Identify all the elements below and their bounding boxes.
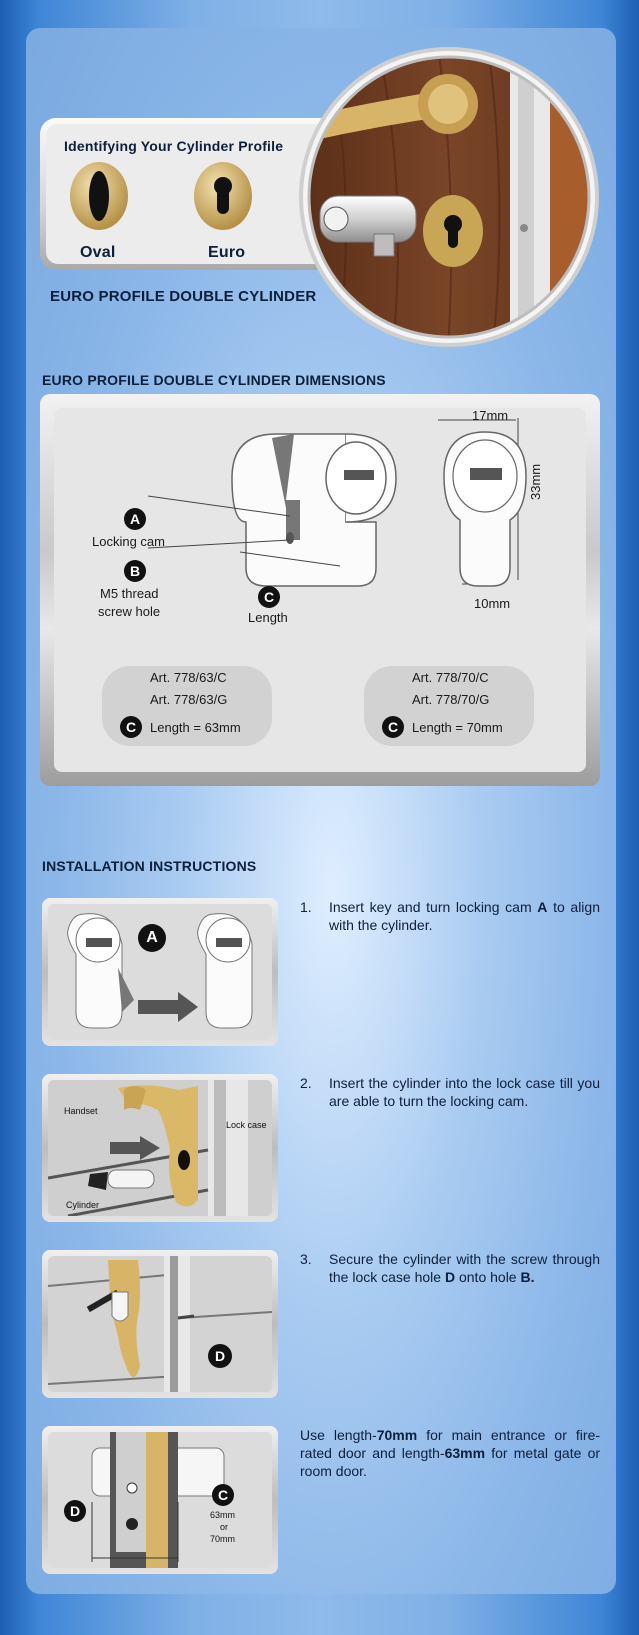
variant-70-c-icon: C	[382, 716, 404, 738]
profile-card-title: Identifying Your Cylinder Profile	[64, 138, 284, 154]
len-70-label: 70mm	[210, 1534, 236, 1544]
len-or-label: or	[220, 1522, 229, 1532]
dimensions-heading: EURO PROFILE DOUBLE CYLINDER DIMENSIONS	[42, 372, 386, 388]
len-63-label: 63mm	[210, 1510, 236, 1520]
marker-c-icon: C	[258, 586, 280, 608]
handset-label: Handset	[64, 1106, 98, 1116]
euro-escutcheon-icon	[192, 160, 254, 232]
locking-cam-label: Locking cam	[92, 534, 165, 549]
bottom-10mm-label: 10mm	[474, 596, 511, 611]
step1-number: 1.	[300, 899, 312, 915]
length-label: Length	[248, 610, 288, 625]
length-63-label: Length = 63mm	[150, 720, 241, 735]
profile-caption: EURO PROFILE DOUBLE CYLINDER	[50, 288, 317, 305]
oval-escutcheon-icon	[68, 160, 130, 232]
step1-text: 1. Insert key and turn locking cam A to align with the cylinder.	[300, 899, 600, 933]
art-63-c: Art. 778/63/C	[150, 670, 227, 685]
step3-marker-d-icon: D	[208, 1344, 232, 1368]
step3-number: 3.	[300, 1251, 312, 1267]
step3-image	[42, 1250, 278, 1398]
marker-a-icon: A	[124, 508, 146, 530]
art-63-g: Art. 778/63/G	[150, 692, 228, 707]
step2-text: 2. Insert the cylinder into the lock case till you are able to turn the locking cam.	[300, 1075, 600, 1109]
step3-text: 3. Secure the cylinder with the screw through the lock case hole D onto hole B.	[300, 1251, 600, 1285]
height-33mm-label: 33mm	[528, 463, 543, 500]
cylinder-front-diagram	[440, 428, 530, 588]
screw-hole-label: screw hole	[98, 604, 161, 619]
step4-marker-c-icon: C	[212, 1484, 234, 1506]
art-70-c: Art. 778/70/C	[412, 670, 489, 685]
step1-image	[42, 898, 278, 1046]
door-closeup-image	[298, 46, 600, 348]
art-70-g: Art. 778/70/G	[412, 692, 490, 707]
step2-number: 2.	[300, 1075, 312, 1091]
installation-heading: INSTALLATION INSTRUCTIONS	[42, 858, 257, 874]
variant-63-c-icon: C	[120, 716, 142, 738]
note-text: Use length-70mm for main entrance or fire-rated door and length-63mm for metal gate or room door.	[300, 1427, 601, 1479]
oval-label: Oval	[80, 244, 116, 261]
lockcase-label: Lock case	[226, 1120, 267, 1130]
marker-b-icon: B	[124, 560, 146, 582]
width-17mm-label: 17mm	[472, 408, 509, 423]
cylinder-label: Cylinder	[66, 1200, 100, 1210]
step4-marker-d-icon: D	[64, 1500, 86, 1522]
euro-label: Euro	[208, 244, 246, 261]
m5-thread-label: M5 thread	[100, 586, 159, 601]
length-70-label: Length = 70mm	[412, 720, 503, 735]
step1-marker-a-icon: A	[138, 924, 166, 952]
